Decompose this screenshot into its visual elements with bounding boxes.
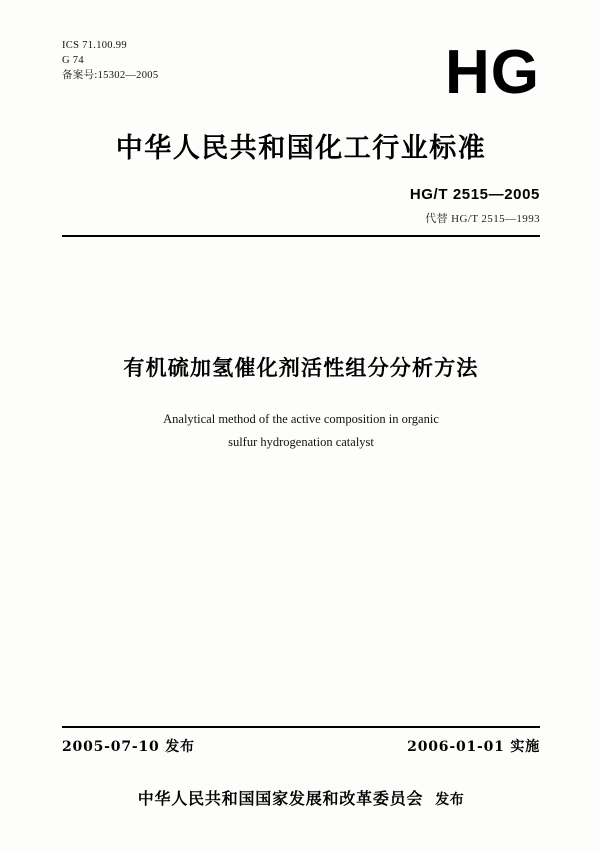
record-number: 备案号:15302—2005 — [62, 70, 159, 81]
footer-divider — [62, 726, 540, 728]
standard-org-title: 中华人民共和国化工行业标准 — [115, 133, 487, 164]
header-codes-block — [62, 38, 158, 83]
subtitle-line-2: sulfur hydrogenation catalyst — [228, 435, 374, 449]
issue-date: 2005-07-10 发布 — [62, 739, 195, 755]
publisher-suffix: 发布 — [435, 792, 465, 808]
date-row — [62, 736, 540, 756]
standard-number: HG/T 2515—2005 — [409, 186, 540, 203]
page-subtitle — [62, 408, 540, 454]
classification-code: G 74 — [62, 55, 84, 66]
implement-date: 2006-01-01 实施 — [407, 739, 540, 755]
page-title: 有机硫加氢催化剂活性组分分析方法 — [123, 355, 479, 380]
hg-logo: HG — [445, 38, 540, 107]
ics-code: ICS 71.100.99 — [62, 40, 127, 51]
standard-replaces: 代替 HG/T 2515—1993 — [425, 213, 540, 225]
subtitle-line-1: Analytical method of the active composition in organic — [163, 412, 439, 426]
publisher-line — [62, 786, 540, 809]
page-content — [62, 0, 540, 854]
publisher-name: 中华人民共和国国家发展和改革委员会 — [137, 789, 424, 808]
header-divider — [62, 235, 540, 237]
